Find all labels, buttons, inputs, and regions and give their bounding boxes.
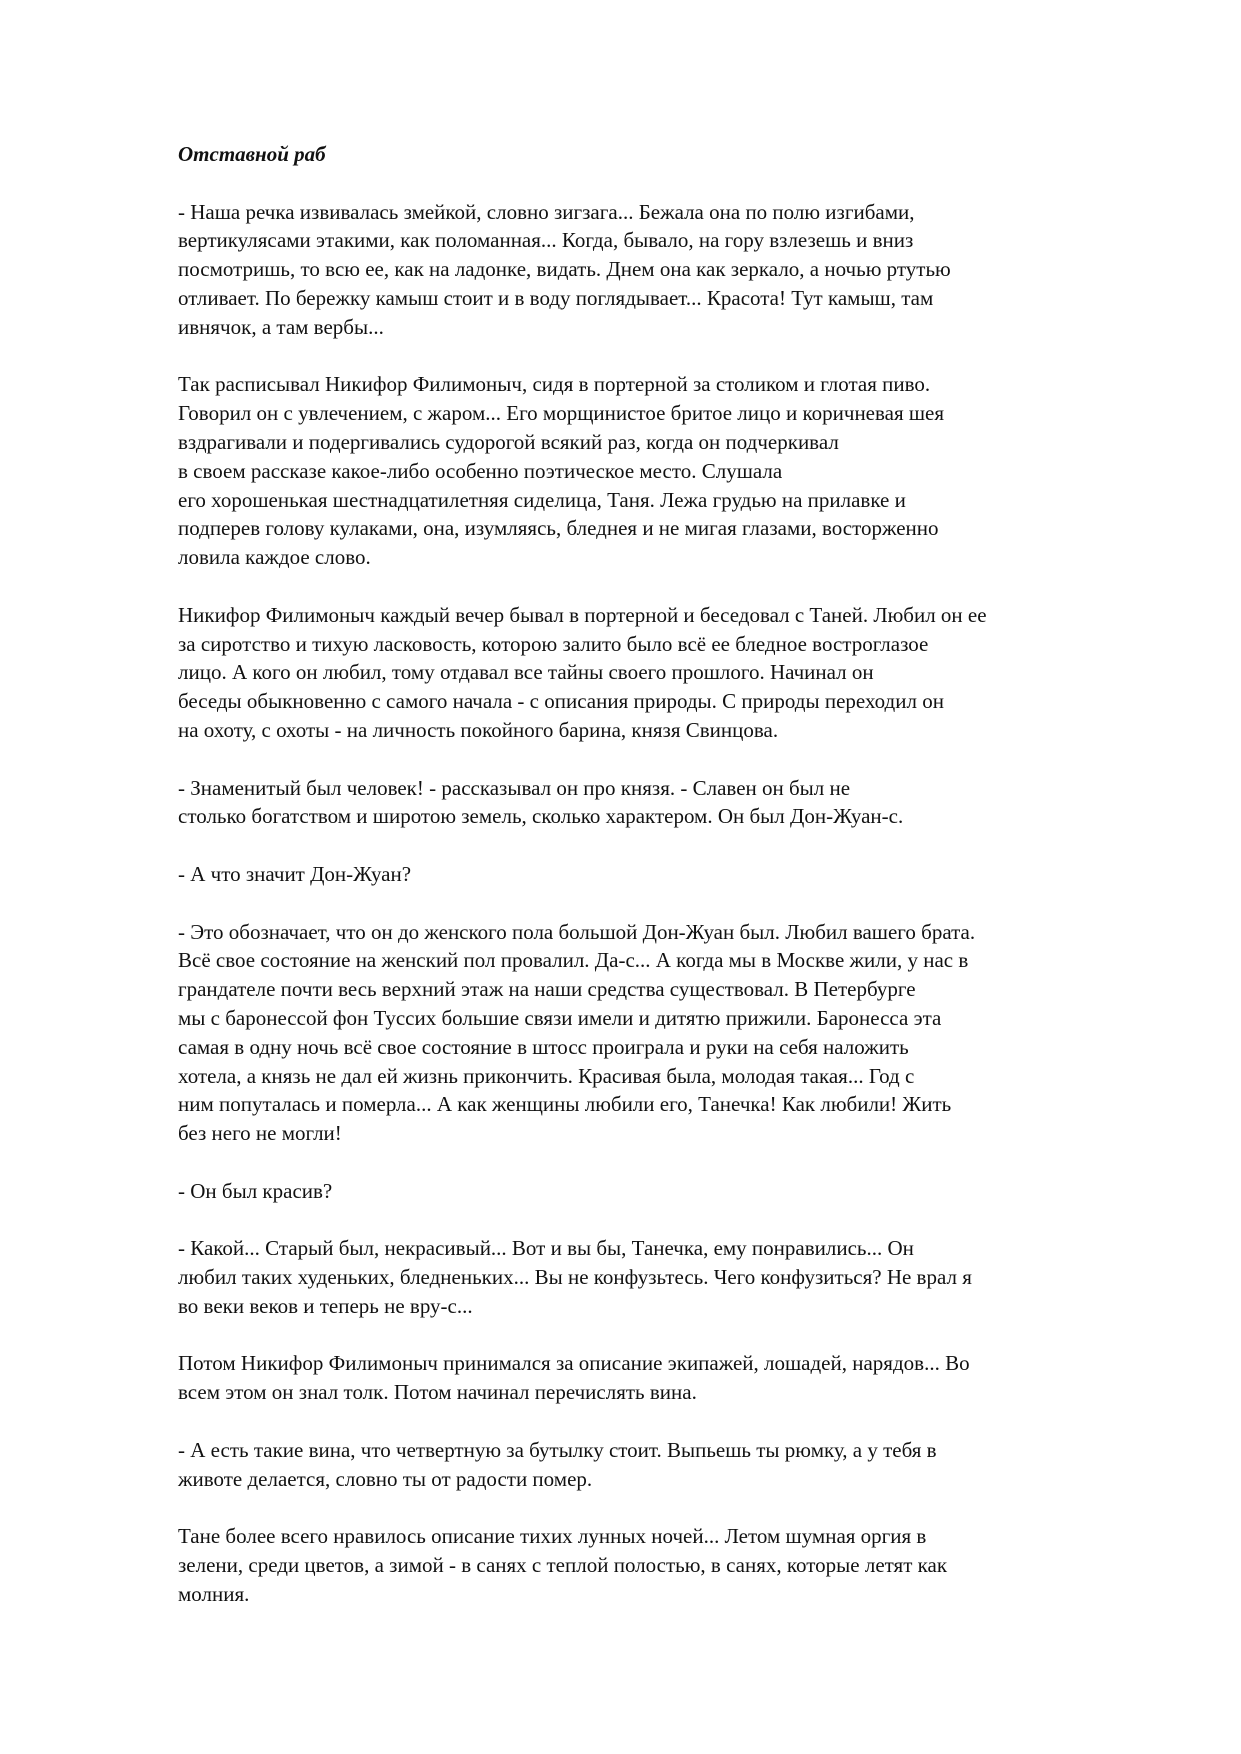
text-line: любил таких худеньких, бледненьких... Вы не конфузьтесь. Чего конфузиться? Не врал я xyxy=(178,1265,972,1290)
text-line: в своем рассказе какое-либо особенно поэтическое место. Слушала xyxy=(178,458,783,483)
paragraph xyxy=(178,1349,1158,1407)
text-line: молния. xyxy=(178,1581,250,1606)
text-line: зелени, среди цветов, а зимой - в санях с теплой полостью, в санях, которые летят как xyxy=(178,1553,948,1578)
text-line: мы с баронессой фон Туссих большие связи имели и дитятю прижили. Баронесса эта xyxy=(178,1005,942,1030)
text-line: Никифор Филимоныч каждый вечер бывал в портерной и беседовал с Таней. Любил он ее xyxy=(178,602,987,627)
text-line: без него не могли! xyxy=(178,1121,342,1146)
text-line: вертикулясами этакими, как поломанная... Когда, бывало, на гору взлезешь и вниз xyxy=(178,228,914,253)
paragraph xyxy=(178,1522,1158,1608)
text-line: - Знаменитый был человек! - рассказывал он про князя. - Славен он был не xyxy=(178,775,851,800)
text-line: во веки веков и теперь не вру-с... xyxy=(178,1293,473,1318)
text-line: ним попуталась и померла... А как женщины любили его, Танечка! Как любили! Жить xyxy=(178,1092,952,1117)
text-line: - Наша речка извивалась змейкой, словно зигзага... Бежала она по полю изгибами, xyxy=(178,199,915,224)
text-line: столько богатством и широтою земель, сколько характером. Он был Дон-Жуан-с. xyxy=(178,804,904,829)
text-line: за сиротство и тихую ласковость, которою залито было всё ее бледное востроглазое xyxy=(178,631,929,656)
text-line: на охоту, с охоты - на личность покойного барина, князя Свинцова. xyxy=(178,717,779,742)
paragraph xyxy=(178,370,1158,572)
text-line: беседы обыкновенно с самого начала - с описания природы. С природы переходил он xyxy=(178,689,944,714)
paragraph-list xyxy=(178,198,1158,1609)
text-line: Так расписывал Никифор Филимоныч, сидя в портерной за столиком и глотая пиво. xyxy=(178,372,931,397)
text-line: вздрагивали и подергивались судорогой всякий раз, когда он подчеркивал xyxy=(178,429,839,454)
text-line: грандателе почти весь верхний этаж на наши средства существовал. В Петербурге xyxy=(178,977,916,1002)
text-line: - А есть такие вина, что четвертную за бутылку стоит. Выпьешь ты рюмку, а у тебя в xyxy=(178,1437,937,1462)
text-line: - Это обозначает, что он до женского пола большой Дон-Жуан был. Любил вашего брата. xyxy=(178,919,976,944)
paragraph xyxy=(178,1234,1158,1320)
text-line: животе делается, словно ты от радости помер. xyxy=(178,1466,593,1491)
text-line: ловила каждое слово. xyxy=(178,545,371,570)
text-line: лицо. А кого он любил, тому отдавал все тайны своего прошлого. Начинал он xyxy=(178,660,874,685)
text-line: всем этом он знал толк. Потом начинал перечислять вина. xyxy=(178,1380,697,1405)
paragraph xyxy=(178,1436,1158,1494)
text-line: Говорил он с увлечением, с жаром... Его морщинистое бритое лицо и коричневая шея xyxy=(178,401,945,426)
text-line: подперев голову кулаками, она, изумляясь, бледнея и не мигая глазами, восторженно xyxy=(178,516,939,541)
text-line: Всё свое состояние на женский пол провалил. Да-с... А когда мы в Москве жили, у нас в xyxy=(178,948,969,973)
paragraph xyxy=(178,601,1158,745)
text-line: отливает. По бережку камыш стоит и в воду поглядывает... Красота! Тут камыш, там xyxy=(178,285,934,310)
text-line: - Он был красив? xyxy=(178,1178,333,1203)
paragraph xyxy=(178,918,1158,1148)
paragraph xyxy=(178,198,1158,342)
paragraph xyxy=(178,1177,1158,1206)
text-line: его хорошенькая шестнадцатилетняя сиделица, Таня. Лежа грудью на прилавке и xyxy=(178,487,906,512)
text-line: хотела, а князь не дал ей жизнь прикончить. Красивая была, молодая такая... Год с xyxy=(178,1063,915,1088)
text-line: ивнячок, а там вербы... xyxy=(178,314,384,339)
text-line: Тане более всего нравилось описание тихих лунных ночей... Летом шумная оргия в xyxy=(178,1524,927,1549)
text-line: Потом Никифор Филимоныч принимался за описание экипажей, лошадей, нарядов... Во xyxy=(178,1351,970,1376)
document-title: Отставной раб xyxy=(178,142,326,166)
text-line: самая в одну ночь всё свое состояние в штосс проиграла и руки на себя наложить xyxy=(178,1034,909,1059)
document-body xyxy=(178,140,1158,1637)
paragraph xyxy=(178,774,1158,832)
paragraph xyxy=(178,860,1158,889)
text-line: - А что значит Дон-Жуан? xyxy=(178,861,412,886)
text-line: посмотришь, то всю ее, как на ладонке, видать. Днем она как зеркало, а ночью ртутью xyxy=(178,257,951,282)
text-line: - Какой... Старый был, некрасивый... Вот и вы бы, Танечка, ему понравились... Он xyxy=(178,1236,914,1261)
